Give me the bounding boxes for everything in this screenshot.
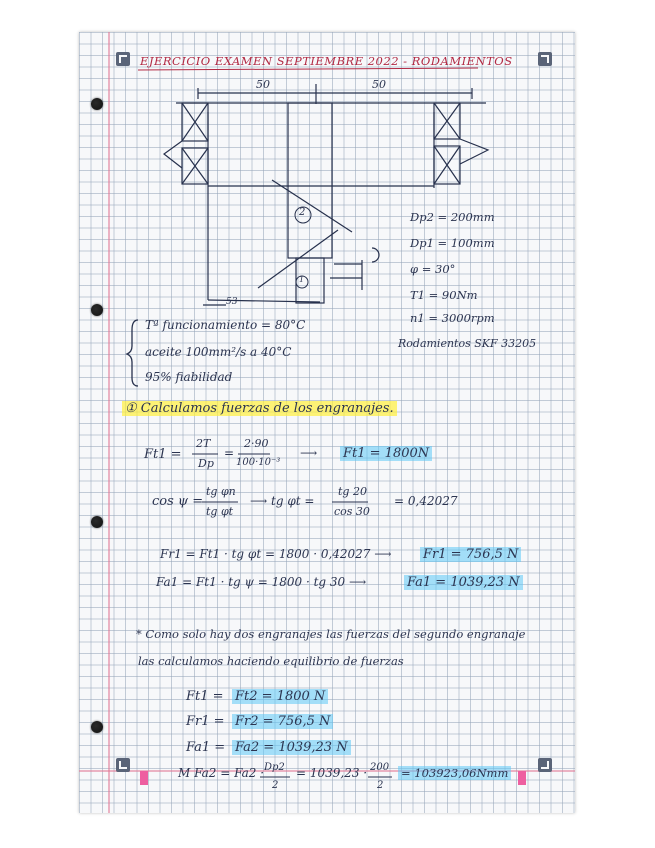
data-t1: T1 = 90Nm — [410, 288, 478, 302]
result-moment: = 103923,06Nmm — [398, 766, 511, 780]
gear-2-label: 2 — [299, 207, 306, 218]
eq-moment-frac2-den: 2 — [377, 780, 384, 791]
result-row-3-lhs: Fa1 = — [186, 740, 226, 755]
eq-ft1-arrow: ⟶ — [300, 446, 318, 460]
eq-fr1: Fr1 = Ft1 · tg φt = 1800 · 0,42027 ⟶ — [160, 547, 392, 561]
data-bearing: Rodamientos SKF 33205 — [398, 337, 537, 350]
section-heading: ① Calculamos fuerzas de los engranajes. — [122, 401, 397, 416]
eq-ft1-frac1-num: 2T — [196, 437, 211, 450]
eq-ft1-frac2-den: 100·10⁻³ — [236, 457, 281, 468]
result-fr2: Fr2 = 756,5 N — [232, 714, 333, 729]
result-fr1: Fr1 = 756,5 N — [420, 547, 521, 562]
eq-cos-frac2-den: cos 30 — [334, 505, 370, 518]
eq-cos-result: = 0,42027 — [394, 494, 458, 508]
eq-moment-lhs: M Fa2 = Fa2 · — [178, 766, 265, 780]
eq-cos-frac2-num: tg 20 — [338, 485, 367, 498]
eq-ft1-lhs: Ft1 = — [144, 447, 182, 462]
condition-reliability: 95% fiabilidad — [145, 370, 233, 384]
note-line-1: * Como solo hay dos engranajes las fuerzas del segundo engranaje — [136, 627, 526, 641]
data-dp2: Dp2 = 200mm — [410, 210, 495, 224]
condition-temperature: Tª funcionamiento = 80°C — [145, 318, 306, 332]
data-dp1: Dp1 = 100mm — [410, 236, 495, 250]
dimension-right: 50 — [372, 78, 386, 91]
result-row-1-lhs: Ft1 = — [186, 689, 224, 704]
eq-fa1: Fa1 = Ft1 · tg ψ = 1800 · tg 30 ⟶ — [156, 575, 367, 589]
eq-cos-frac-den: tg φt — [206, 505, 234, 518]
eq-cos-frac-num: tg φn — [206, 485, 236, 498]
eq-cos-lhs: cos ψ = — [152, 494, 204, 509]
eq-moment-frac2-num: 200 — [370, 762, 390, 773]
data-phi: φ = 30° — [410, 262, 456, 276]
eq-cos-arrow: ⟶ tg φt = — [250, 494, 315, 508]
dimension-left: 50 — [256, 78, 270, 91]
note-line-2: las calculamos haciendo equilibrio de fuerzas — [138, 654, 404, 668]
dimension-bottom: 53 — [226, 297, 238, 307]
condition-oil: aceite 100mm²/s a 40°C — [145, 345, 292, 359]
result-row-2-lhs: Fr1 = — [186, 714, 225, 729]
eq-moment-mid: = 1039,23 · — [296, 766, 368, 780]
gear-1-label: 1 — [299, 275, 305, 284]
eq-ft1-frac2-num: 2·90 — [244, 437, 269, 450]
data-n1: n1 = 3000rpm — [410, 311, 495, 325]
eq-moment-frac-num: Dp2 — [264, 762, 285, 773]
eq-ft1-frac1-den: Dp — [198, 457, 214, 470]
eq-ft1-equals: = — [224, 446, 235, 460]
result-ft1: Ft1 = 1800N — [340, 446, 432, 461]
result-ft2: Ft2 = 1800 N — [232, 689, 328, 704]
eq-moment-frac-den: 2 — [272, 780, 279, 791]
page-title: EJERCICIO EXAMEN SEPTIEMBRE 2022 - RODAMIENTOS — [140, 54, 513, 68]
result-fa1: Fa1 = 1039,23 N — [404, 575, 523, 590]
result-fa2: Fa2 = 1039,23 N — [232, 740, 351, 755]
